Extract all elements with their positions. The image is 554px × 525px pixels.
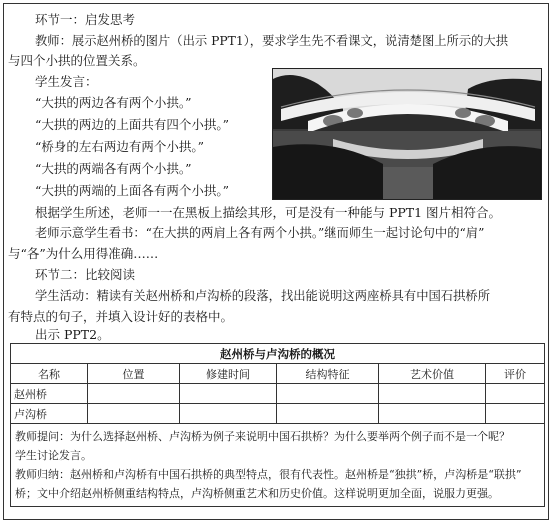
teacher-instruction-line1: 教师：展示赵州桥的图片（出示 PPT1），要求学生先不看课文，说清楚图上所示的大拱 <box>35 34 509 48</box>
column-header: 修建时间 <box>180 364 277 384</box>
note-line: 教师归纳：赵州桥和卢沟桥有中国石拱桥的典型特点，很有代表性。赵州桥是“独拱”桥，卢沟桥是“联拱” <box>15 468 522 481</box>
section2-heading: 环节二：比较阅读 <box>35 267 136 282</box>
note-line: 桥；文中介绍赵州桥侧重结构特点，卢沟桥侧重艺术和历史价值。这样说明更加全面，说服力更强。 <box>15 487 499 500</box>
after-discussion-text: 根据学生所述，老师一一在黑板上描绘其形，可是没有一种能与 PPT1 图片相符合。 <box>35 205 502 220</box>
student-quote: “大拱的两边的上面共有四个小拱。” <box>35 117 230 132</box>
column-header: 艺术价值 <box>379 364 486 384</box>
table-cell <box>486 404 545 424</box>
student-activity-line1: 学生活动：精读有关赵州桥和卢沟桥的段落，找出能说明这两座桥具有中国石拱桥所 <box>35 289 490 303</box>
zhaozhou-bridge-photo <box>272 68 542 200</box>
row-label: 卢沟桥 <box>11 404 88 424</box>
table-row <box>11 404 545 424</box>
column-header: 位置 <box>88 364 180 384</box>
column-header: 名称 <box>11 364 88 384</box>
student-quote: “桥身的左右两边有两个小拱。” <box>35 139 205 154</box>
table-note-row <box>11 424 545 507</box>
students-label: 学生发言： <box>35 74 98 89</box>
note-line: 学生讨论发言。 <box>15 449 92 462</box>
student-quote: “大拱的两端的上面各有两个小拱。” <box>35 183 230 198</box>
table-cell <box>180 404 277 424</box>
student-quote: “大拱的两端各有两个小拱。” <box>35 161 192 176</box>
show-ppt2-text: 出示 PPT2。 <box>35 327 110 342</box>
table-cell <box>379 384 486 404</box>
note-line: 教师提问：为什么选择赵州桥、卢沟桥为例子来说明中国石拱桥？为什么要举两个例子而不是一个呢？ <box>15 430 510 443</box>
teacher-hint-line2: 与“各”为什么用得准确…… <box>8 246 159 261</box>
teacher-hint-line1: 老师示意学生看书：“在大拱的两肩上各有两个小拱。”继而师生一起讨论句中的“肩” <box>35 226 485 240</box>
table-title-row <box>11 344 545 364</box>
teacher-notes <box>11 424 545 507</box>
table-header-row <box>11 364 545 384</box>
bridge-comparison-table <box>10 343 545 507</box>
section1-heading: 环节一：启发思考 <box>35 12 136 27</box>
table-title: 赵州桥与卢沟桥的概况 <box>11 344 545 364</box>
student-quote: “大拱的两边各有两个小拱。” <box>35 95 192 110</box>
table-cell <box>180 384 277 404</box>
table-cell <box>379 404 486 424</box>
teacher-instruction-line2: 与四个小拱的位置关系。 <box>8 53 146 68</box>
column-header: 评价 <box>486 364 545 384</box>
table-cell <box>486 384 545 404</box>
column-header: 结构特征 <box>277 364 379 384</box>
row-label: 赵州桥 <box>11 384 88 404</box>
table-row <box>11 384 545 404</box>
table-cell <box>277 404 379 424</box>
table-cell <box>88 404 180 424</box>
student-activity-line2: 有特点的句子，并填入设计好的表格中。 <box>8 309 234 324</box>
table-cell <box>88 384 180 404</box>
table-cell <box>277 384 379 404</box>
